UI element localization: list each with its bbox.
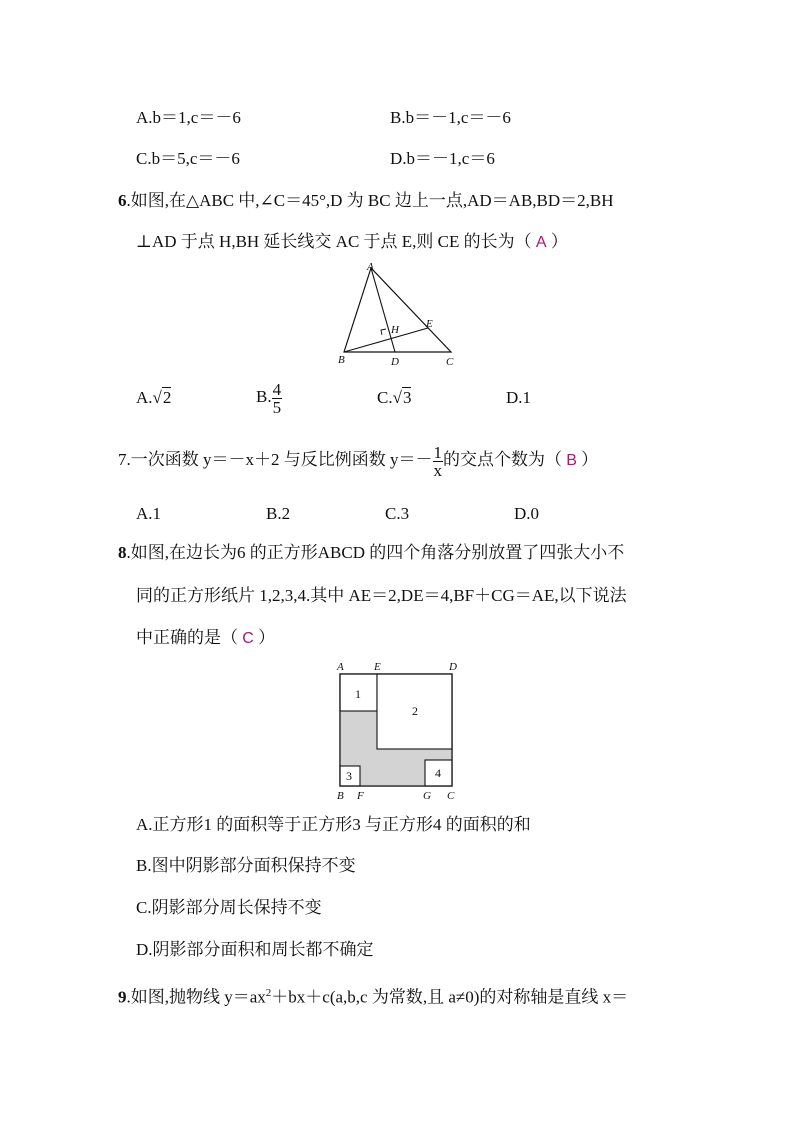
fraction: $\frac{4}{5}$: [272, 379, 282, 417]
q5-option-b: B.b＝－1,c＝－6: [390, 108, 511, 127]
label-d: D: [391, 356, 399, 368]
sqrt-sign: √3: [392, 388, 412, 407]
q8-option-b: B.图中阴影部分面积保持不变: [136, 856, 356, 875]
sqrt-sign: √2: [152, 388, 172, 407]
q6-option-b: B. $\frac{4}{5}$: [256, 379, 282, 417]
q9-number: 9: [118, 987, 127, 1007]
triangle-abc: [344, 268, 451, 352]
q7-option-d: D.0: [514, 504, 540, 523]
q5-option-a: A.b＝1,c＝－6: [136, 108, 241, 127]
q6-stem-line2: ⊥AD 于点 H,BH 延长线交 AC 于点 E,则 CE 的长为（ A ）: [136, 232, 568, 251]
q6-option-c: C.√3: [377, 388, 412, 407]
q8-option-a: A.正方形1 的面积等于正方形3 与正方形4 的面积的和: [136, 815, 531, 834]
label-e: E: [374, 661, 381, 673]
q6-stem-line1: 6.如图,在△ABC 中,∠C＝45°,D 为 BC 边上一点,AD＝AB,BD＝2,BH: [118, 191, 614, 210]
q5-option-c: C.b＝5,c＝－6: [136, 149, 240, 168]
label-g: G: [423, 790, 431, 802]
q8-number: 8: [118, 543, 127, 562]
label-f: F: [357, 790, 364, 802]
label-e: E: [426, 318, 433, 330]
label-square-3: 3: [346, 769, 352, 783]
q6-number: 6: [118, 191, 127, 210]
fraction: $\frac{1}{x}$: [433, 442, 442, 480]
q8-option-d: D.阴影部分面积和周长都不确定: [136, 940, 374, 959]
label-h: H: [391, 324, 399, 336]
q7-answer: B: [566, 452, 577, 469]
q8-stem-line3: 中正确的是（ C ）: [136, 628, 276, 647]
q8-answer: C: [242, 630, 254, 647]
label-square-4: 4: [435, 766, 441, 780]
q7-stem: 7.一次函数 y＝－x＋2 与反比例函数 y＝－ $\frac{1}{x}$ 的交点个数为（ B ）: [118, 442, 599, 480]
q8-stem-line2: 同的正方形纸片 1,2,3,4.其中 AE＝2,DE＝4,BF＋CG＝AE,以下说法: [136, 586, 627, 605]
q6-option-a: A.√2: [136, 388, 172, 407]
label-b: B: [337, 790, 344, 802]
right-angle-mark: [381, 329, 386, 335]
q7-option-b: B.2: [266, 504, 291, 523]
label-a: A: [337, 661, 344, 673]
label-c: C: [447, 790, 455, 802]
q6-triangle-figure: [330, 258, 465, 370]
q5-option-d: D.b＝－1,c＝6: [390, 149, 495, 168]
q7-option-a: A.1: [136, 504, 162, 523]
segment-be: [344, 328, 428, 352]
q8-square-figure: [330, 656, 465, 806]
label-c: C: [446, 356, 454, 368]
label-b: B: [338, 354, 345, 366]
label-square-1: 1: [355, 687, 361, 701]
q8-option-c: C.阴影部分周长保持不变: [136, 898, 322, 917]
q9-stem: 9.如图,抛物线 $y=ax^2+bx+c(a,b,c$ 为常数,且 a≠0)的对称轴是直线 x＝: [118, 987, 629, 1007]
q6-option-d: D.1: [506, 388, 532, 407]
q7-option-c: C.3: [385, 504, 410, 523]
q6-answer: A: [535, 234, 547, 251]
q8-stem-line1: 8.如图,在边长为6 的正方形ABCD 的四个角落分别放置了四张大小不: [118, 543, 625, 562]
label-square-2: 2: [412, 704, 418, 718]
label-d: D: [449, 661, 457, 673]
label-a: A: [367, 261, 374, 273]
